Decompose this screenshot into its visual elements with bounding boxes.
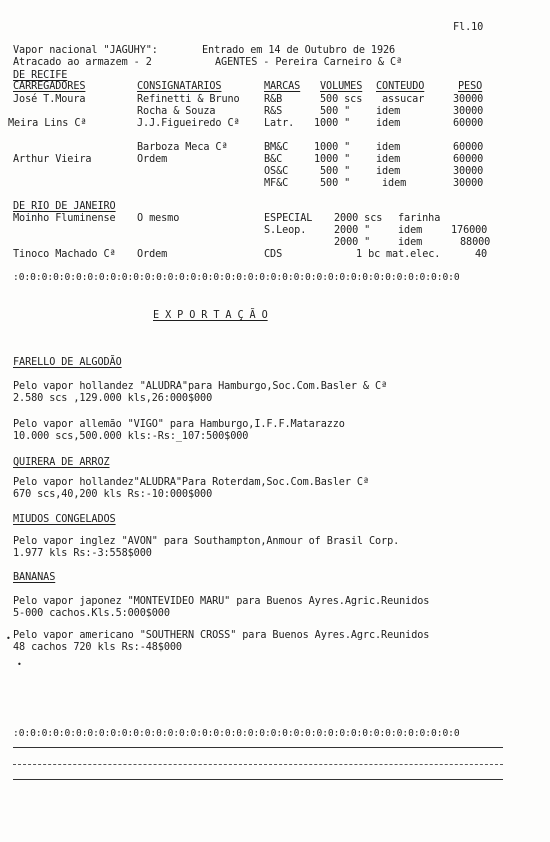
column-header-volumes: VOLUMES (320, 81, 363, 92)
table-cell-conteudo: idem (398, 225, 423, 236)
export-entry-line: Pelo vapor hollandez"ALUDRA"Para Roterdam,Soc.Com.Basler Cª (13, 477, 369, 488)
table-cell-peso: 30000 (453, 166, 484, 177)
footer-separator-line: :0:0:0:0:0:0:0:0:0:0:0:0:0:0:0:0:0:0:0:0:0:0:0:0:0:0:0:0:0:0:0:0:0:0:0:0:0:0:0 (13, 728, 460, 739)
table-cell-marca: B&C (264, 154, 283, 165)
table-cell-volumes: 1000 " (314, 154, 351, 165)
table-cell-peso: 60000 (453, 154, 484, 165)
section-heading-farello: FARELLO DE ALGODÃO (13, 357, 122, 368)
table-cell-peso: 60000 (453, 118, 484, 129)
export-entry-line: Pelo vapor americano "SOUTHERN CROSS" para Buenos Ayres.Agrc.Reunidos (13, 630, 430, 641)
table-cell-carregador: Moinho Fluminense (13, 213, 116, 224)
table-cell-consignatario: Ordem (137, 154, 168, 165)
table-cell-conteudo: idem (376, 166, 401, 177)
table-cell-conteudo: idem (376, 142, 401, 153)
table-cell-marca: ESPECIAL (264, 213, 313, 224)
table-cell-volumes: 2000 " (334, 237, 371, 248)
export-entry-line: 1.977 kls Rs:-3:558$000 (13, 548, 152, 559)
section-heading-quirera: QUIRERA DE ARROZ (13, 457, 110, 468)
column-header-peso: PESO (458, 81, 483, 92)
export-entry-line: 2.580 scs ,129.000 kls,26:000$000 (13, 393, 213, 404)
table-cell-carregador: José T.Moura (13, 94, 86, 105)
table-cell-conteudo: idem (398, 237, 423, 248)
table-cell-marca: S.Leop. (264, 225, 307, 236)
footer-rule (13, 779, 503, 780)
export-entry-line: 48 cachos 720 kls Rs:-48$000 (13, 642, 182, 653)
table-cell-volumes: 2000 scs (334, 213, 383, 224)
table-cell-marca: OS&C (264, 166, 289, 177)
export-entry-line: 5-000 cachos.Kls.5:000$000 (13, 608, 170, 619)
export-entry-line: Pelo vapor inglez "AVON" para Southampton,Anmour of Brasil Corp. (13, 536, 400, 547)
table-cell-volumes: 1000 " (314, 118, 351, 129)
export-title: E X P O R T A Ç Ã O (153, 310, 268, 321)
page-number: Fl.10 (453, 22, 484, 33)
arrival-date: Entrado em 14 de Outubro de 1926 (202, 45, 396, 56)
table-cell-consignatario: J.J.Figueiredo Cª (137, 118, 240, 129)
table-cell-peso: 30000 (453, 94, 484, 105)
table-cell-volumes: 1 bc (356, 249, 381, 260)
table-cell-conteudo: mat.elec. (386, 249, 441, 260)
table-cell-volumes: 2000 " (334, 225, 371, 236)
table-cell-carregador: Meira Lins Cª (8, 118, 87, 129)
table-cell-marca: BM&C (264, 142, 289, 153)
export-entry-line: 10.000 scs,500.000 kls:-Rs:_107:500$000 (13, 431, 249, 442)
table-cell-consignatario: Refinetti & Bruno (137, 94, 240, 105)
table-cell-volumes: 500 " (320, 106, 351, 117)
table-cell-carregador: Arthur Vieira (13, 154, 92, 165)
table-cell-peso: 40 (475, 249, 488, 260)
table-cell-consignatario: O mesmo (137, 213, 180, 224)
table-cell-carregador: Tinoco Machado Cª (13, 249, 116, 260)
table-cell-consignatario: Barboza Meca Cª (137, 142, 228, 153)
table-cell-conteudo: farinha (398, 213, 441, 224)
footer-rule (13, 747, 503, 748)
section-heading-miudos: MIUDOS CONGELADOS (13, 514, 116, 525)
table-cell-marca: MF&C (264, 178, 289, 189)
export-entry-line: Pelo vapor hollandez "ALUDRA"para Hamburgo,Soc.Com.Basler & Cª (13, 381, 388, 392)
table-cell-volumes: 500 scs (320, 94, 363, 105)
export-entry-line: Pelo vapor allemão "VIGO" para Hamburgo,I.F.F.Matarazzo (13, 419, 345, 430)
agents: AGENTES - Pereira Carneiro & Cª (215, 57, 403, 68)
ink-mark: • (17, 660, 22, 669)
table-cell-peso: 30000 (453, 106, 484, 117)
footer-rule (13, 764, 503, 765)
table-cell-conteudo: assucar (382, 94, 425, 105)
table-cell-peso: 88000 (460, 237, 491, 248)
table-cell-conteudo: idem (382, 178, 407, 189)
table-cell-volumes: 1000 " (314, 142, 351, 153)
column-header-marcas: MARCAS (264, 81, 301, 92)
column-header-consignatarios: CONSIGNATARIOS (137, 81, 222, 92)
column-header-carregadores: CARREGADORES (13, 81, 86, 92)
separator-line: :0:0:0:0:0:0:0:0:0:0:0:0:0:0:0:0:0:0:0:0:0:0:0:0:0:0:0:0:0:0:0:0:0:0:0:0:0:0:0 (13, 272, 460, 283)
export-entry-line: 670 scs,40,200 kls Rs:-10:000$000 (13, 489, 213, 500)
table-cell-marca: CDS (264, 249, 283, 260)
column-header-conteudo: CONTEUDO (376, 81, 425, 92)
table-cell-peso: 176000 (451, 225, 488, 236)
section-heading-rio: DE RIO DE JANEIRO (13, 201, 116, 212)
table-cell-conteudo: idem (376, 154, 401, 165)
table-cell-consignatario: Rocha & Souza (137, 106, 216, 117)
table-cell-volumes: 500 " (320, 178, 351, 189)
table-cell-marca: Latr. (264, 118, 295, 129)
table-cell-peso: 30000 (453, 178, 484, 189)
section-heading-recife: DE RECIFE (13, 70, 68, 81)
table-cell-consignatario: Ordem (137, 249, 168, 260)
table-cell-conteudo: idem (376, 118, 401, 129)
ink-mark: • (6, 634, 11, 643)
table-cell-marca: R&S (264, 106, 283, 117)
berth: Atracado ao armazem - 2 (13, 57, 152, 68)
section-heading-bananas: BANANAS (13, 572, 56, 583)
export-entry-line: Pelo vapor japonez "MONTEVIDEO MARU" para Buenos Ayres.Agric.Reunidos (13, 596, 430, 607)
table-cell-marca: R&B (264, 94, 283, 105)
table-cell-conteudo: idem (376, 106, 401, 117)
table-cell-peso: 60000 (453, 142, 484, 153)
ship-name: Vapor nacional "JAGUHY": (13, 45, 158, 56)
table-cell-volumes: 500 " (320, 166, 351, 177)
